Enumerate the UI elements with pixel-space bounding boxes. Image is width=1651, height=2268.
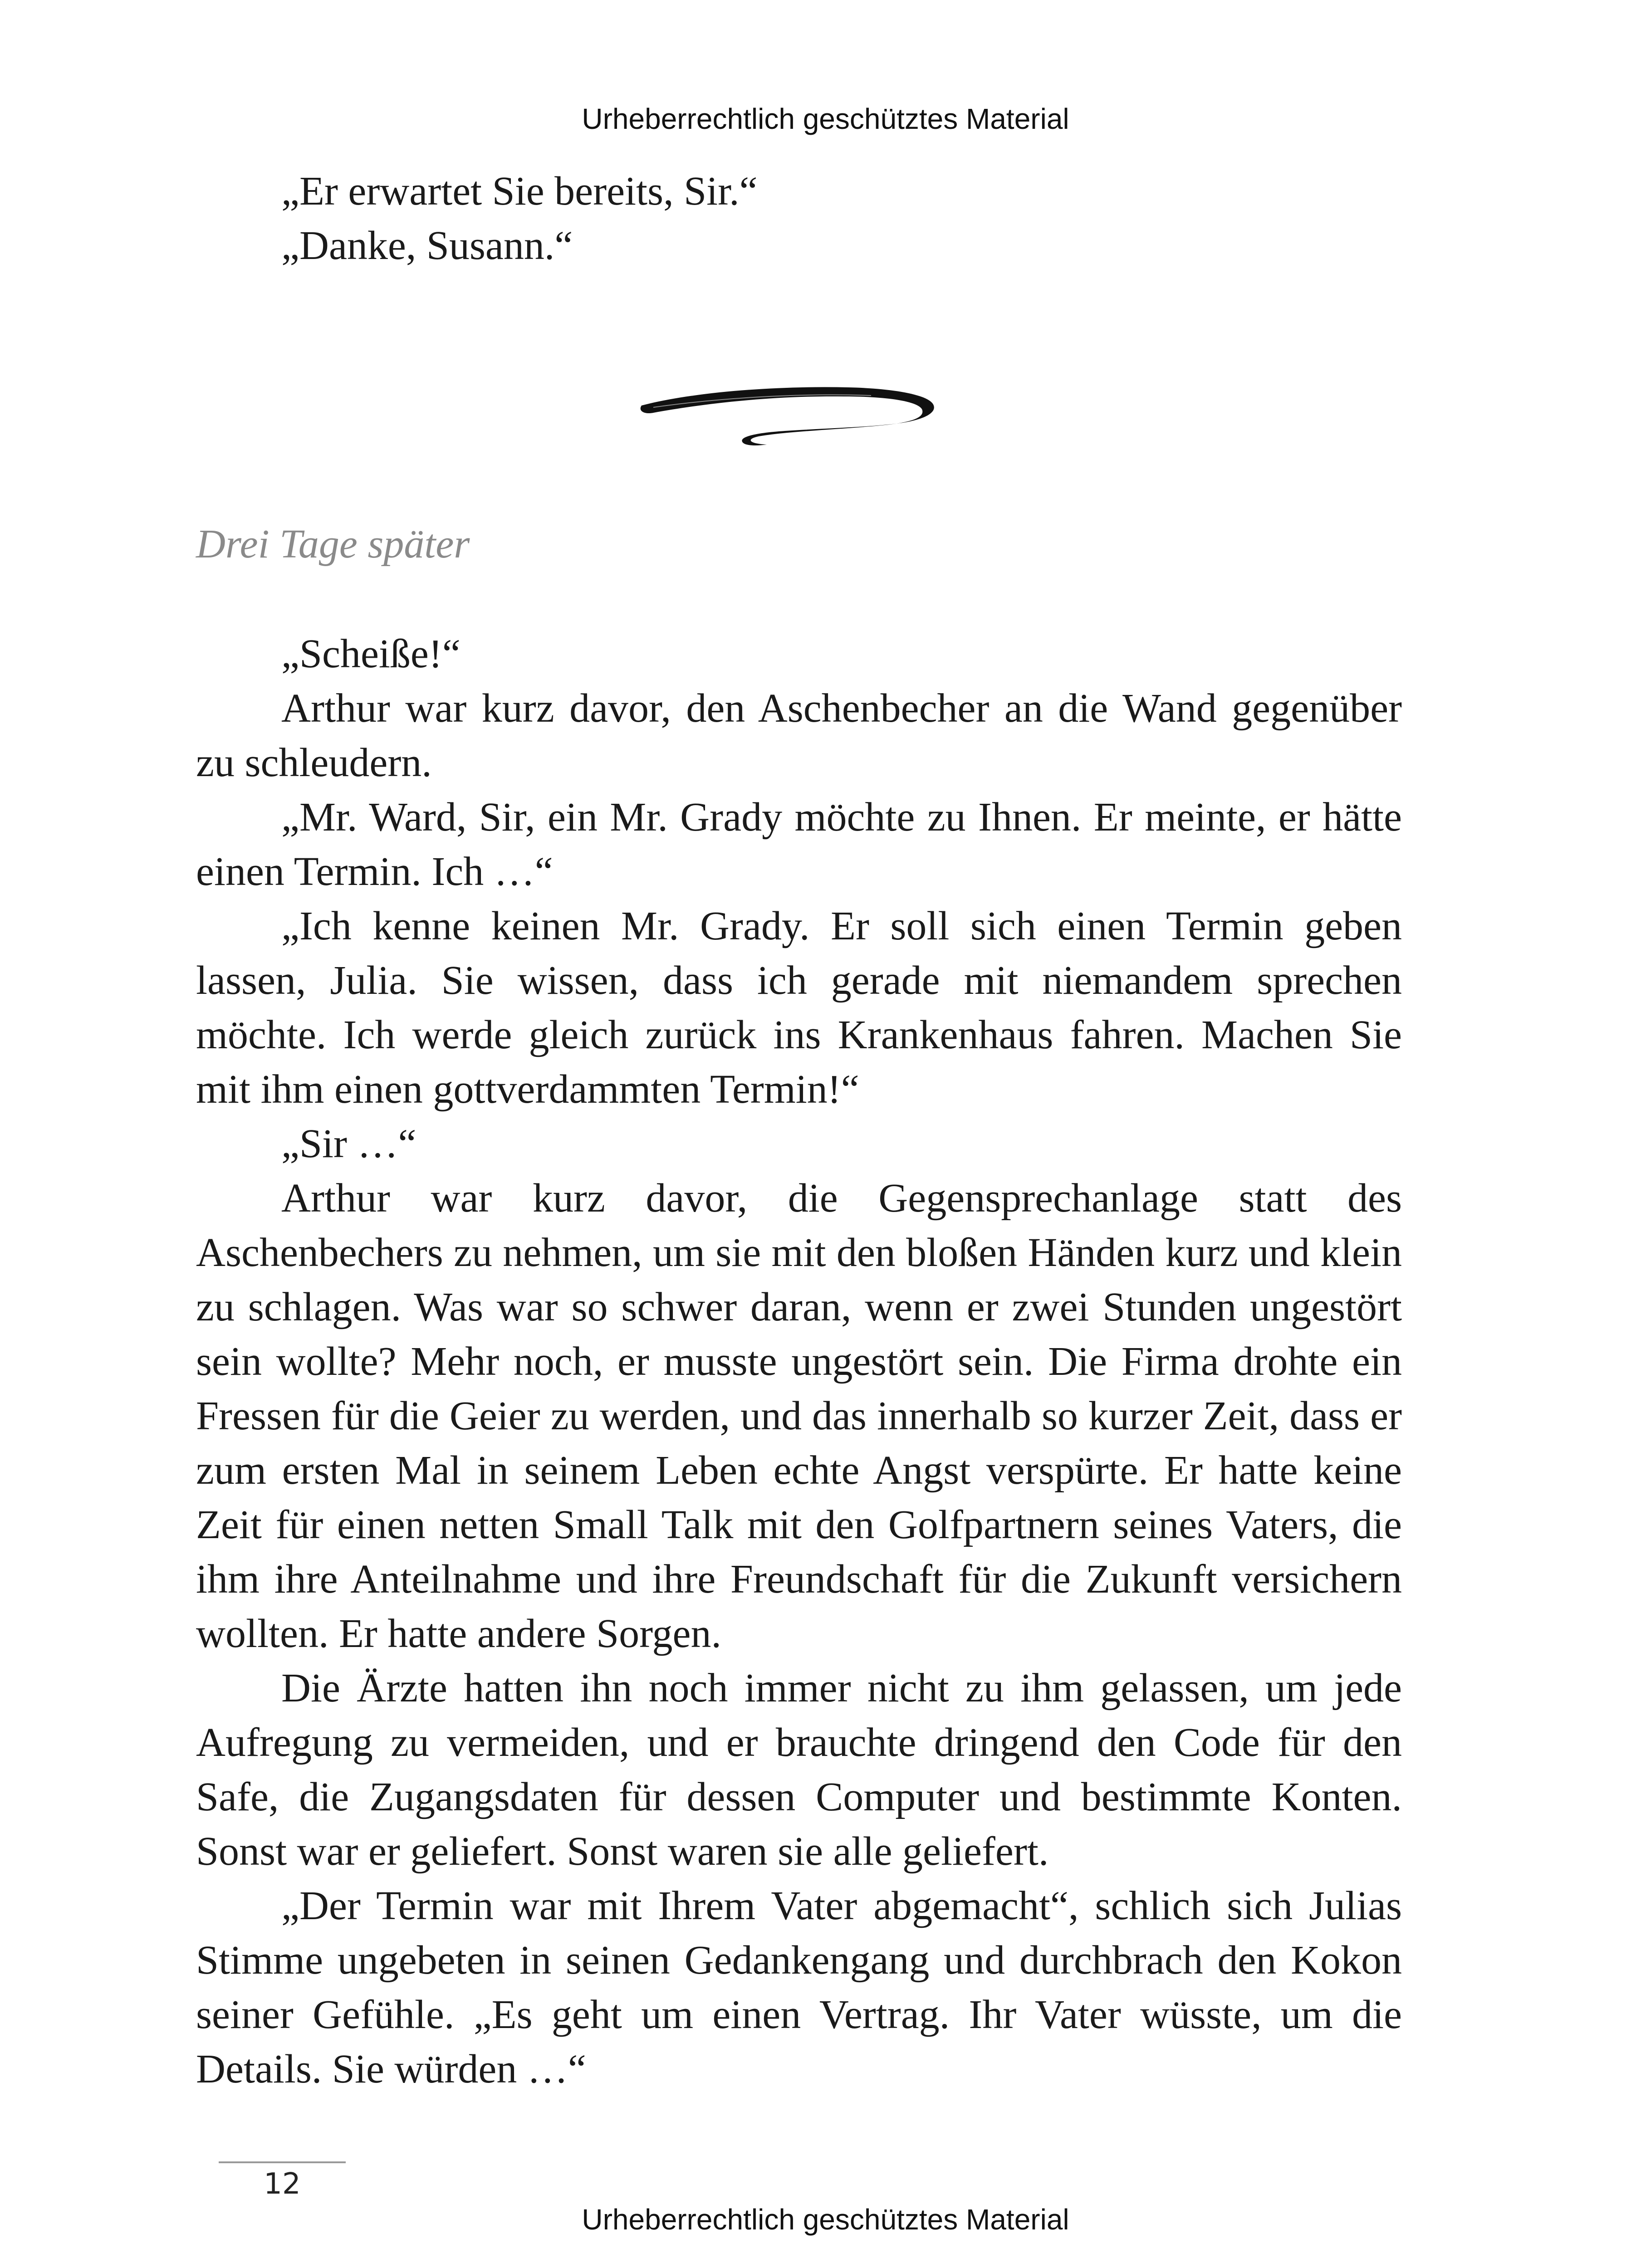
paragraph: Arthur war kurz davor, den Aschenbecher an die Wand gegenüber zu schleudern. — [196, 686, 1402, 785]
paragraph: „Der Termin war mit Ihrem Vater abgemacht“, schlich sich Julias Stimme ungebeten in seinen Gedankengang und durchbrach den Kokon seiner Gefühle. „Es geht um einen Vertrag. Ihr Vater wüsste, um die Details. Sie würden …“ — [196, 1883, 1402, 2092]
top-text-block — [196, 164, 1402, 273]
section-heading: Drei Tage später — [196, 522, 470, 567]
footer-rule — [219, 2161, 346, 2163]
brush-stroke-divider-icon — [635, 376, 944, 453]
paragraph: Die Ärzte hatten ihn noch immer nicht zu ihm gelassen, um jede Aufregung zu vermeiden, und er brauchte dringend den Code für den Safe, die Zugangsdaten für dessen Computer und bestimmte Konten. Sonst war er geliefert. Sonst waren sie alle geliefert. — [196, 1666, 1402, 1874]
paragraph: „Ich kenne keinen Mr. Grady. Er soll sich einen Termin geben lassen, Julia. Sie wissen, dass ich gerade mit niemandem sprechen möchte. Ich werde gleich zurück ins Krankenhaus fahren. Machen Sie mit ihm einen gottverdammten Termin!“ — [196, 904, 1402, 1112]
page-number: 12 — [264, 2167, 301, 2201]
paragraph: „Danke, Susann.“ — [281, 223, 573, 268]
paragraph: „Er erwartet Sie bereits, Sir.“ — [281, 169, 758, 214]
paragraph: „Sir …“ — [281, 1121, 416, 1166]
paragraph: „Scheiße!“ — [281, 631, 461, 676]
main-text-block — [196, 627, 1402, 2097]
watermark-bottom: Urheberrechtlich geschütztes Material — [582, 2203, 1069, 2236]
watermark-top: Urheberrechtlich geschütztes Material — [582, 103, 1069, 135]
paragraph: Arthur war kurz davor, die Gegensprechanlage statt des Aschenbechers zu nehmen, um sie mit den bloßen Händen kurz und klein zu schlagen. Was war so schwer daran, wenn er zwei Stunden ungestört sein wollte? Mehr noch, er musste ungestört sein. Die Firma drohte ein Fressen für die Geier zu werden, und das innerhalb so kurzer Zeit, dass er zum ersten Mal in seinem Leben echte Angst verspürte. Er hatte keine Zeit für einen netten Small Talk mit den Golfpartnern seines Vaters, die ihm ihre Anteilnahme und ihre Freundschaft für die Zukunft versichern wollten. Er hatte andere Sorgen. — [196, 1176, 1402, 1656]
paragraph: „Mr. Ward, Sir, ein Mr. Grady möchte zu Ihnen. Er meinte, er hätte einen Termin. Ich …“ — [196, 795, 1402, 894]
